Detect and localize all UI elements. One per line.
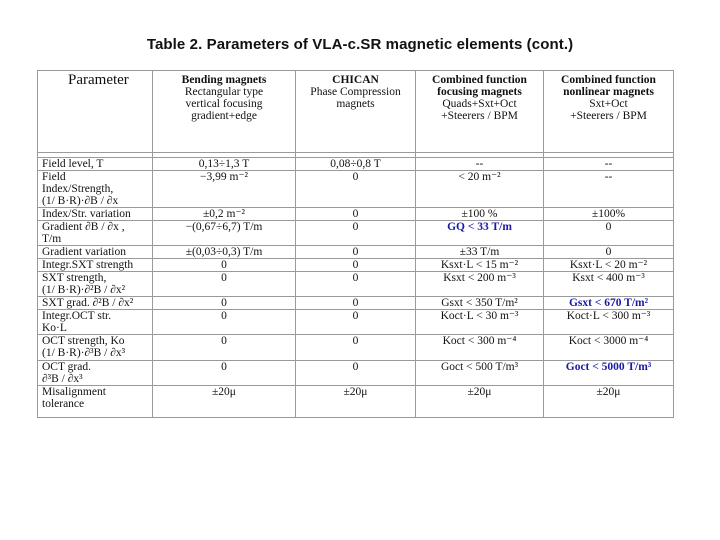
value-cell-c3: Ksxt·L < 15 m⁻² <box>416 259 544 272</box>
value-cell-c3: Goct < 500 T/m³ <box>416 361 544 386</box>
parameter-cell <box>38 221 153 246</box>
value-cell-c1: 0 <box>153 335 296 361</box>
table-row <box>38 297 674 310</box>
value-cell-c4: Ksxt < 400 m⁻³ <box>544 272 674 297</box>
table-row <box>38 310 674 335</box>
parameter-line: Integr.OCT str. <box>42 310 112 322</box>
parameter-line: Field level, T <box>42 158 104 170</box>
header-parameter: Parameter <box>38 71 153 153</box>
value-cell-c2: 0 <box>296 221 416 246</box>
value-cell-c4: Koct·L < 300 m⁻³ <box>544 310 674 335</box>
parameter-line: Gradient ∂B / ∂x , <box>42 221 125 233</box>
value-cell-c2: 0 <box>296 361 416 386</box>
parameter-line: Misalignment <box>42 386 106 398</box>
parameter-line: (1/ B·R)·∂²B / ∂x² <box>42 284 126 296</box>
table-row <box>38 335 674 361</box>
table-row <box>38 208 674 221</box>
parameter-line: OCT grad. <box>42 361 91 373</box>
value-cell-c2: 0 <box>296 171 416 208</box>
value-cell-c1: 0 <box>153 297 296 310</box>
value-cell-c4: -- <box>544 158 674 171</box>
parameter-cell <box>38 272 153 297</box>
parameter-line: Ko·L <box>42 322 67 334</box>
value-cell-c2: 0 <box>296 259 416 272</box>
parameter-line: tolerance <box>42 398 85 410</box>
value-cell-c2: 0 <box>296 297 416 310</box>
table-row <box>38 158 674 171</box>
table-title: Table 2. Parameters of VLA-c.SR magnetic elements (cont.) <box>146 36 574 53</box>
parameter-line: Field <box>42 171 66 183</box>
value-cell-c2: 0 <box>296 310 416 335</box>
value-cell-c1: 0 <box>153 259 296 272</box>
table-row <box>38 361 674 386</box>
value-cell-c4: ±20μ <box>544 386 674 418</box>
parameter-line: Index/Str. variation <box>42 208 131 220</box>
parameter-cell <box>38 386 153 418</box>
parameter-line: (1/ B·R)·∂³B / ∂x³ <box>42 347 126 359</box>
parameter-line: SXT strength, <box>42 272 107 284</box>
parameter-cell <box>38 297 153 310</box>
header-chican: CHICAN Phase Compression magnets <box>296 71 416 153</box>
parameter-cell <box>38 310 153 335</box>
table-row <box>38 259 674 272</box>
header-bending-magnets: Bending magnets Rectangular type vertical focusing gradient+edge <box>153 71 296 153</box>
header-row <box>38 71 674 153</box>
value-cell-c4: 0 <box>544 246 674 259</box>
value-cell-c2: 0,08÷0,8 T <box>296 158 416 171</box>
table-row <box>38 171 674 208</box>
value-cell-c1: −3,99 m⁻² <box>153 171 296 208</box>
value-cell-c1: −(0,67÷6,7) T/m <box>153 221 296 246</box>
parameter-line: Gradient variation <box>42 246 126 258</box>
parameter-cell <box>38 208 153 221</box>
header-combined-nonlinear: Combined function nonlinear magnets Sxt+Oct +Steerers / BPM <box>544 71 674 153</box>
value-cell-c4: Koct < 3000 m⁻⁴ <box>544 335 674 361</box>
value-cell-c2: 0 <box>296 246 416 259</box>
parameter-cell <box>38 246 153 259</box>
table-row <box>38 221 674 246</box>
table-row <box>38 386 674 418</box>
header-combined-focusing: Combined function focusing magnets Quads+Sxt+Oct +Steerers / BPM <box>416 71 544 153</box>
value-cell-c4: ±100% <box>544 208 674 221</box>
value-cell-c3: Koct < 300 m⁻⁴ <box>416 335 544 361</box>
parameter-cell <box>38 259 153 272</box>
value-cell-c1: 0 <box>153 310 296 335</box>
value-cell-c3: -- <box>416 158 544 171</box>
value-cell-c3: ±100 % <box>416 208 544 221</box>
value-cell-c2: ±20μ <box>296 386 416 418</box>
parameter-cell <box>38 335 153 361</box>
table-row <box>38 272 674 297</box>
parameters-table <box>37 70 674 418</box>
parameter-line: SXT grad. ∂²B / ∂x² <box>42 297 134 309</box>
value-cell-c4: -- <box>544 171 674 208</box>
value-cell-c1: ±20μ <box>153 386 296 418</box>
value-cell-c3: ±33 T/m <box>416 246 544 259</box>
parameter-cell <box>38 158 153 171</box>
value-cell-c3: ±20μ <box>416 386 544 418</box>
parameter-cell <box>38 171 153 208</box>
parameter-line: ∂³B / ∂x³ <box>42 373 83 385</box>
parameter-line: Index/Strength, <box>42 183 114 195</box>
parameter-line: (1/ B·R)·∂B / ∂x <box>42 195 119 207</box>
parameter-line: Integr.SXT strength <box>42 259 134 271</box>
value-cell-c3: Koct·L < 30 m⁻³ <box>416 310 544 335</box>
value-cell-c2: 0 <box>296 335 416 361</box>
value-cell-c1: ±(0,03÷0,3) T/m <box>153 246 296 259</box>
parameter-cell <box>38 361 153 386</box>
value-cell-c2: 0 <box>296 272 416 297</box>
table-row <box>38 246 674 259</box>
value-cell-c3: Ksxt < 200 m⁻³ <box>416 272 544 297</box>
value-cell-c1: 0,13÷1,3 T <box>153 158 296 171</box>
value-cell-c3: < 20 m⁻² <box>416 171 544 208</box>
parameter-line: OCT strength, Ko <box>42 335 125 347</box>
value-cell-c1: 0 <box>153 361 296 386</box>
value-cell-c2: 0 <box>296 208 416 221</box>
value-cell-c4: Gsxt < 670 T/m² <box>544 297 674 310</box>
value-cell-c1: ±0,2 m⁻² <box>153 208 296 221</box>
value-cell-c3: GQ < 33 T/m <box>416 221 544 246</box>
value-cell-c1: 0 <box>153 272 296 297</box>
value-cell-c4: 0 <box>544 221 674 246</box>
value-cell-c3: Gsxt < 350 T/m² <box>416 297 544 310</box>
parameter-line: T/m <box>42 233 62 245</box>
value-cell-c4: Ksxt·L < 20 m⁻² <box>544 259 674 272</box>
value-cell-c4: Goct < 5000 T/m³ <box>544 361 674 386</box>
